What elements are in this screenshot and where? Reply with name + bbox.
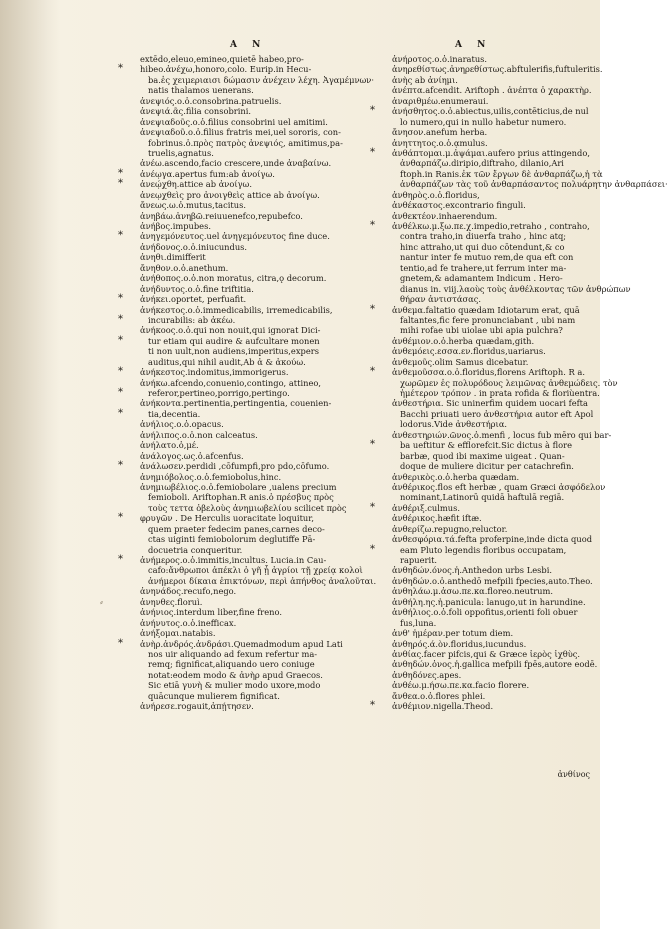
line-text: ἀνεῴχθη.attice ab ἀνοίγω. bbox=[140, 179, 252, 190]
line-text: ἀνηβάω.ἀνηβῶ.reiuuenefco,repubefco. bbox=[140, 210, 303, 221]
line-text: nos uir aliquando ad fexum refertur ma- bbox=[148, 648, 318, 659]
line-text: contra traho,in diuerfa traho , hinc atq; bbox=[400, 231, 567, 242]
dictionary-line bbox=[140, 325, 348, 335]
line-text: τοὺς τεττα ὀβελοὺς ἀνημιωβελίου scilicet πρὸς bbox=[148, 502, 347, 513]
dictionary-line bbox=[140, 106, 348, 116]
dictionary-line bbox=[392, 429, 612, 440]
dictionary-line bbox=[140, 628, 348, 638]
line-text: notat:eodem modo & ἀνὴρ apud Graecos. bbox=[148, 669, 323, 680]
dictionary-line bbox=[118, 63, 348, 75]
line-text: ἀνέῳγα.apertus fum:ab ἀνοίγω. bbox=[140, 168, 275, 179]
line-text: ἀνὴς ab ἀνίημι. bbox=[392, 74, 458, 85]
asterisk-mark: * bbox=[118, 334, 123, 346]
line-text: ἀνθηρός.ά.ὸν.floridus,iucundus. bbox=[392, 638, 527, 649]
dictionary-line bbox=[392, 691, 597, 701]
dictionary-line bbox=[140, 575, 377, 586]
dictionary-line bbox=[140, 430, 348, 440]
dictionary-line bbox=[392, 534, 597, 544]
line-text: ἀνήλιπος.ο.ὁ.non calceatus. bbox=[140, 429, 258, 440]
line-text: cafo:ἄνθρωποι ἀπέκλι ὁ γῆ ᾗ ἀγρίοι τῇ χρείᾳ κολοὶ bbox=[148, 565, 363, 576]
asterisk-mark: * bbox=[118, 512, 123, 524]
line-text: ἀνήκεστος.indomitus,immorigerus. bbox=[140, 367, 289, 378]
dictionary-line bbox=[140, 451, 348, 461]
line-text: ἄνησον.anefum herba. bbox=[392, 127, 488, 138]
dictionary-line bbox=[392, 680, 597, 690]
line-text: ἀνάλογος.ως.ὁ.afcenfus. bbox=[140, 450, 244, 461]
dictionary-line bbox=[140, 346, 348, 356]
line-text: ἀνηττητος.ο.ὁ.ᾳmulus. bbox=[392, 137, 488, 148]
dictionary-line bbox=[370, 303, 597, 315]
dictionary-line bbox=[392, 659, 597, 669]
dictionary-line bbox=[392, 127, 597, 137]
dictionary-line bbox=[140, 670, 348, 680]
dictionary-line bbox=[140, 398, 348, 408]
dictionary-line bbox=[140, 357, 348, 367]
dictionary-line bbox=[392, 211, 597, 221]
line-text: barbæ, quod ibi maxime uigeat . Quan- bbox=[400, 450, 565, 461]
line-text: Sic etiā γυνὴ & mulier modo uxore,modo bbox=[148, 680, 321, 691]
dictionary-line bbox=[118, 167, 348, 179]
line-text: ἀνημιόβολος.ο.ὁ.femiobolus,hinc. bbox=[140, 471, 282, 482]
line-text: ἀνθεμα.faltatio quædam Idiotarum erat, quā bbox=[392, 304, 580, 315]
asterisk-mark: * bbox=[118, 313, 123, 325]
dictionary-line bbox=[140, 138, 348, 148]
dictionary-line bbox=[118, 460, 348, 472]
line-text: ἀνήδυντος.ο.ὁ.fine triftitia. bbox=[140, 283, 254, 294]
line-text: ἡμέτερον τρόπον . in prata rofida & floriùentra. bbox=[400, 388, 600, 398]
line-text: mihi rofae ubi uiolae ubi apia pulchra? bbox=[400, 325, 563, 336]
line-text: ἀνήκοντα.pertinentia,pertingentia, couenien- bbox=[140, 398, 332, 409]
dictionary-line bbox=[140, 607, 348, 617]
line-text: ἀνήνιος.interdum liber,fine freno. bbox=[140, 607, 282, 618]
dictionary-line bbox=[140, 221, 348, 231]
dictionary-line bbox=[392, 54, 597, 64]
dictionary-line bbox=[392, 325, 597, 335]
dictionary-line bbox=[392, 168, 603, 179]
line-text: lo numero,qui in nullo habetur numero. bbox=[400, 116, 567, 127]
dictionary-line bbox=[392, 472, 597, 482]
dictionary-line bbox=[370, 700, 597, 712]
line-text: ἀνήρεσε.rogauit,ἀπῄτησεν. bbox=[140, 701, 254, 712]
dictionary-line bbox=[370, 105, 597, 117]
dictionary-line bbox=[392, 315, 597, 325]
line-text: ἀνθηδών.ὀνος.ἡ.gallica mefpili fpēs,autore eodē. bbox=[392, 659, 598, 670]
dictionary-line bbox=[140, 85, 348, 95]
line-text: ba ueftitur & efflorefcit.Sic dictus à flore bbox=[400, 440, 572, 451]
line-text: ἀνθεσφόρια.τά.fefta proferpine,inde dicta quod bbox=[392, 534, 593, 545]
line-text: ἀνήλατο.ὁ,μέ. bbox=[140, 440, 199, 451]
dictionary-line bbox=[392, 388, 600, 398]
line-text: ἀνήμερος.ο.ὁ.immitis,incultus. Lucia.in Cau- bbox=[140, 555, 327, 565]
dictionary-line bbox=[140, 680, 348, 690]
line-text: ἀνθερίζω.repugno,reluctor. bbox=[392, 523, 508, 534]
line-text: referor,pertineo,porrigo,pertingo. bbox=[148, 388, 290, 398]
dictionary-line bbox=[140, 565, 363, 576]
line-text: ἀνεψιά.ᾶς.filia consobrini. bbox=[140, 106, 252, 117]
dictionary-line bbox=[370, 220, 597, 231]
dictionary-line bbox=[392, 576, 597, 586]
dictionary-line bbox=[140, 472, 348, 482]
dictionary-line bbox=[140, 419, 348, 429]
line-text: auditus,qui nihil audit,Ab ἀ & ἀκούω. bbox=[148, 356, 306, 367]
line-text: tur etiam qui audire & aufcultare monen bbox=[148, 335, 320, 346]
line-text: ba.ἐς χειμεριαισι δώμασιν ἀνέχειν λέχη. Ἀγαμέμνων· bbox=[148, 74, 374, 85]
line-text: nominant,Latinorū quidā haftulā regiā. bbox=[400, 492, 565, 503]
line-text: ἀνήκω.afcendo,conuenio,contingo, attineo, bbox=[140, 377, 321, 388]
line-text: ἀνήροτος.ο.ὁ.inaratus. bbox=[392, 54, 488, 64]
dictionary-line bbox=[392, 231, 597, 241]
dictionary-line bbox=[392, 607, 597, 617]
dictionary-line bbox=[140, 503, 348, 513]
line-text: ἀνθέκαστος.excontrario finguli. bbox=[392, 200, 526, 211]
line-text: doque de muliere dicitur per catachrefin. bbox=[400, 461, 574, 472]
dictionary-line bbox=[392, 597, 597, 607]
line-text: ἀνθερικὸς.ο.ὁ.herba quædam. bbox=[392, 471, 520, 482]
line-text: truelis,agnatus. bbox=[148, 147, 214, 158]
line-text: ἀνήκεστος.ο.ὁ.immedicabilis, irremedicabilis, bbox=[140, 304, 333, 315]
dictionary-line bbox=[140, 691, 348, 701]
dictionary-line bbox=[392, 461, 597, 471]
dictionary-line bbox=[140, 597, 348, 607]
line-text: ἀνθεμοῦσσα.ο.ὁ.floridus,florens Ariftoph. R a. bbox=[392, 367, 585, 378]
asterisk-mark: * bbox=[370, 543, 375, 555]
line-text: ἀνήβος.impubes. bbox=[140, 221, 211, 231]
line-text: quācunque mulierem fignificat. bbox=[148, 690, 280, 701]
line-text: ἀνήδονος.ο.ὁ.iniucundus. bbox=[140, 241, 248, 252]
line-text: ctas uiginti femiobolorum deglutiffe Pā- bbox=[148, 534, 316, 545]
dictionary-line bbox=[392, 618, 597, 628]
catchword: ἀνθίνος bbox=[557, 770, 590, 779]
line-text: ἀνηθι.dimifferit bbox=[140, 252, 206, 263]
line-text: ἀνεψιός.ο.ὁ.consobrina.patruelis. bbox=[140, 95, 282, 106]
line-text: fus,luna. bbox=[400, 617, 437, 628]
line-text: ἀνθήλη.ης.ἡ.panicula: lanugo,ut in harundine. bbox=[392, 596, 586, 607]
dictionary-line bbox=[392, 179, 668, 190]
line-text: ἀνθέριξ.culmus. bbox=[392, 502, 461, 513]
line-text: ἀνηρεθίστως.ἀνηρεθίστως.abftulerifis,fuftuleritis. bbox=[392, 64, 603, 75]
dictionary-line bbox=[140, 305, 348, 315]
line-text: rapuerit. bbox=[400, 555, 438, 565]
line-text: hinc attraho,ut qui duo cōtendunt,& co bbox=[400, 241, 565, 252]
line-text: ἀνήμεροι δίκαια ἐπικτόνων, περὶ ἀπήνθος ἀναλοῦται. bbox=[148, 575, 377, 586]
line-text: ἀναριθμέω.enumeraui. bbox=[392, 95, 489, 106]
dictionary-line bbox=[392, 346, 597, 356]
dictionary-line bbox=[140, 148, 348, 158]
dictionary-line bbox=[118, 293, 348, 305]
dictionary-line bbox=[392, 294, 597, 304]
left-column bbox=[118, 54, 377, 712]
asterisk-mark: * bbox=[118, 63, 123, 75]
line-text: hibeo.ἀνέχω,honoro,colo. Eurip.in Hecu- bbox=[140, 64, 312, 75]
dictionary-line bbox=[392, 628, 597, 638]
line-text: Bacchi priuati uero ἀνθεστήρια autor eft Apol bbox=[400, 408, 594, 419]
gutter-shadow bbox=[0, 0, 60, 929]
dictionary-line bbox=[392, 565, 597, 575]
dictionary-line bbox=[140, 618, 348, 628]
dictionary-line bbox=[140, 659, 348, 669]
line-text: ἀνθεμόεις.εσσα.εν.floridus,uariarus. bbox=[392, 346, 546, 357]
dictionary-line bbox=[140, 701, 348, 711]
asterisk-mark: * bbox=[118, 366, 123, 378]
line-text: fobrinus.ὁ.πρὸς πατρὸς ἀνεψιός, amitimus,pa- bbox=[148, 137, 343, 148]
dictionary-line bbox=[370, 543, 597, 555]
dictionary-line bbox=[392, 639, 597, 649]
line-text: ἀνθεστηριών.ῶνος.ὁ.menfi , locus fub mēro qui bar- bbox=[392, 429, 612, 440]
dictionary-line bbox=[392, 670, 597, 680]
line-text: ἀνηγεμόνευτος.uel ἀνηγεμόνευτος fine duce. bbox=[140, 231, 330, 242]
dictionary-line bbox=[118, 334, 348, 346]
dictionary-line bbox=[370, 146, 597, 158]
dictionary-line bbox=[370, 501, 597, 513]
line-text: θήραν ἀντιστάσας. bbox=[400, 294, 482, 305]
asterisk-mark: * bbox=[370, 501, 375, 513]
dictionary-line bbox=[392, 85, 597, 95]
line-text: extēdo,eleuo,emineo,quietē habeo,pro- bbox=[140, 54, 304, 64]
dictionary-line bbox=[392, 649, 597, 659]
dictionary-line bbox=[140, 190, 348, 200]
dictionary-line bbox=[140, 127, 348, 137]
line-text: lodorus.Vide ἀνθεστήρια. bbox=[400, 419, 508, 430]
line-text: ἀνθηρὸς.ο.ὁ.floridus, bbox=[392, 189, 480, 200]
dictionary-line bbox=[140, 252, 348, 262]
line-text: ἀνθηδών.όνος.ἡ.Anthedon urbs Lesbi. bbox=[392, 565, 552, 576]
dictionary-line bbox=[118, 512, 348, 524]
dictionary-line bbox=[118, 387, 348, 398]
line-text: ἀνθέρικος.hæfit iftæ. bbox=[392, 513, 482, 524]
dictionary-line bbox=[140, 492, 348, 502]
dictionary-line bbox=[392, 377, 618, 388]
dictionary-line bbox=[392, 409, 597, 419]
dictionary-line bbox=[140, 586, 348, 596]
dictionary-line bbox=[140, 242, 348, 252]
asterisk-mark: * bbox=[118, 554, 123, 565]
line-text: nantur inter fe mutuo rem,de qua eft con bbox=[400, 252, 574, 263]
line-text: ἀνήκει.oportet, perfuafit. bbox=[140, 294, 247, 305]
dictionary-line bbox=[392, 524, 597, 534]
line-text: incurabilis: ab ἀκέω. bbox=[148, 314, 236, 325]
line-text: ἀνηνθες.floruì. bbox=[140, 596, 203, 607]
dictionary-line bbox=[140, 524, 348, 534]
dictionary-line bbox=[392, 283, 631, 294]
dictionary-line bbox=[370, 366, 597, 378]
line-text: dianus in. viij.λαοὺς τοὺς ἀνθέλκοντας τῶν ἀνθρώπων bbox=[400, 283, 631, 294]
dictionary-line bbox=[140, 482, 348, 492]
dictionary-line bbox=[392, 190, 597, 200]
dictionary-line bbox=[370, 439, 597, 451]
line-text: ἀνθηλάω.μ.ἀσω.πε.κα.floreo.neutrum. bbox=[392, 586, 554, 597]
dictionary-line bbox=[140, 378, 348, 388]
asterisk-mark: * bbox=[118, 460, 123, 472]
dictionary-line bbox=[140, 284, 348, 294]
line-text: ἀνθίας.facer pifcis,qui & Græce ἱερὸς ἰχθὺς. bbox=[392, 648, 581, 659]
dictionary-line bbox=[140, 649, 348, 659]
line-text: ἀνηνάδος.recufo,nego. bbox=[140, 586, 237, 597]
line-text: ἀνθεστήρια. Sic uninerfim quidem uocari fefta bbox=[392, 398, 588, 409]
line-text: ἀνήθοπος.ο.ὁ.non moratus, citra,ǫ decorum. bbox=[140, 273, 327, 284]
dictionary-line bbox=[140, 117, 348, 127]
dictionary-line bbox=[118, 554, 348, 565]
line-text: ti non uult,non audiens,imperitus,expers bbox=[148, 346, 319, 357]
line-text: ἀνθάπτομαι.μ.ἀψάμαι.aufero prius attingendo, bbox=[392, 147, 590, 158]
dictionary-line bbox=[118, 637, 348, 649]
line-text: ἄνθεα.ο.ὁ.flores phlei. bbox=[392, 690, 486, 701]
line-text: ἀνήσθητος.ο.ὁ.abiectus,uilis,contēticius,de nul bbox=[392, 106, 589, 117]
line-text: ἀνθεκτέον.inhaerendum. bbox=[392, 210, 498, 221]
dictionary-line bbox=[392, 398, 597, 408]
line-text: ἀνεψιαδοῦς.ο.ὁ.filius consobrini uel amitimi. bbox=[140, 116, 328, 127]
asterisk-mark: * bbox=[118, 407, 123, 419]
asterisk-mark: * bbox=[370, 303, 375, 315]
dictionary-line bbox=[140, 273, 348, 283]
dictionary-line bbox=[392, 586, 597, 596]
asterisk-mark: * bbox=[118, 293, 123, 305]
dictionary-line bbox=[140, 545, 348, 555]
asterisk-mark: * bbox=[118, 637, 123, 649]
dictionary-line bbox=[392, 336, 597, 346]
asterisk-mark: * bbox=[118, 178, 123, 190]
dictionary-line bbox=[392, 200, 597, 210]
dictionary-line bbox=[392, 555, 597, 565]
dictionary-line bbox=[140, 54, 348, 64]
dictionary-line bbox=[392, 481, 606, 492]
margin-mark: ⸗ bbox=[100, 598, 103, 608]
asterisk-mark: * bbox=[118, 167, 123, 179]
line-text: ἀνήξομαι.natabis. bbox=[140, 628, 216, 639]
dictionary-line bbox=[392, 273, 597, 283]
dictionary-line bbox=[118, 407, 348, 419]
dictionary-line bbox=[118, 313, 348, 325]
line-text: faltantes,fic fere pronunciabant , ubi nam bbox=[400, 314, 576, 325]
line-text: ἀνάλωσεν.perdidi ,cōfumpfi,pro pdo,cōfumo. bbox=[140, 461, 330, 472]
dictionary-line bbox=[140, 158, 348, 168]
asterisk-mark: * bbox=[118, 230, 123, 242]
dictionary-line bbox=[118, 230, 348, 242]
line-text: ἀνημιωβέλιος.ο.ὁ.femiobolare ,ualens precium bbox=[140, 481, 337, 492]
dictionary-line bbox=[392, 492, 597, 502]
dictionary-line bbox=[392, 138, 597, 148]
line-text: ἀνθέρικος.flos eft herbæ , quam Græci ἀσφόδελον bbox=[392, 481, 606, 492]
dictionary-line bbox=[140, 440, 348, 450]
dictionary-line bbox=[118, 178, 348, 190]
line-text: remq; fignificat,aliquando uero coniuge bbox=[148, 659, 315, 670]
line-text: ἀνθέλκω.μ.ξω.πε.χ.impedio,retraho , contraho, bbox=[392, 221, 590, 231]
line-text: ἀνήνυτος.ο.ὁ.inefficax. bbox=[140, 617, 237, 628]
line-text: ἀνθήλιος.ο.ὁ.foli oppofitus,orienti foli obuer bbox=[392, 607, 578, 618]
dictionary-line bbox=[140, 96, 348, 106]
dictionary-line bbox=[392, 158, 597, 168]
dictionary-line bbox=[140, 263, 348, 273]
dictionary-line bbox=[392, 75, 597, 85]
dictionary-line bbox=[140, 534, 348, 544]
line-text: ἀνθεμοῦς.olim Samus dicebatur. bbox=[392, 356, 529, 367]
line-text: ἀνθέμιον.ο.ὁ.herba quædam,gith. bbox=[392, 335, 535, 346]
dictionary-line bbox=[392, 419, 597, 429]
line-text: quem praeter fedecim panes,carnes deco- bbox=[148, 523, 325, 534]
dictionary-line bbox=[392, 451, 597, 461]
line-text: ἀνὴρ.ἀνδρός.ἀνδράσι.Quemadmodum apud Lati bbox=[140, 638, 343, 649]
line-text: ἀνθέω.μ.ήσω.πε.κα.facio florere. bbox=[392, 680, 530, 691]
dictionary-line bbox=[392, 252, 597, 262]
running-head-left: A N bbox=[230, 40, 267, 50]
asterisk-mark: * bbox=[370, 366, 375, 378]
line-text: gnetem,& adamantem Indicum . Hero- bbox=[400, 273, 563, 284]
line-text: ftoph.in Ranis.ἐκ τῶν ἔργων δὲ ἀνθαρπάζω,ἡ τὰ bbox=[400, 168, 603, 179]
right-column bbox=[370, 54, 668, 712]
dictionary-line bbox=[392, 242, 597, 252]
dictionary-line bbox=[392, 513, 597, 523]
dictionary-line bbox=[392, 263, 597, 273]
asterisk-mark: * bbox=[370, 146, 375, 158]
line-text: tia,decentia. bbox=[148, 408, 201, 419]
dictionary-line bbox=[392, 64, 603, 75]
line-text: ἀνήλιος.ο.ὁ.opacus. bbox=[140, 419, 224, 430]
line-text: ἄνηθον.ο.ὁ.anethum. bbox=[140, 262, 229, 273]
line-text: ἀνθαρπάζω.diripio,diftraho, dilanio,Ari bbox=[400, 158, 564, 169]
dictionary-line bbox=[392, 117, 597, 127]
line-text: ἀνθέμιον.nigella.Theod. bbox=[392, 701, 494, 712]
dictionary-line bbox=[118, 366, 348, 378]
line-text: ἀνήκοος.ο.ὁ.qui non nouit,qui ignorat Dici- bbox=[140, 325, 321, 336]
dictionary-line bbox=[140, 74, 374, 85]
asterisk-mark: * bbox=[370, 220, 375, 231]
dictionary-line bbox=[140, 200, 348, 210]
line-text: ἀνεψιαδοῦ.ο.ὁ.filius fratris mei,uel sororis, con- bbox=[140, 127, 341, 138]
line-text: ἄνεως.ω.ὁ.mutus,tacitus. bbox=[140, 200, 246, 211]
line-text: ἀνέπτα.afcendit. Ariftoph . ἀνέπτα ὁ χαρακτὴρ. bbox=[392, 85, 592, 96]
line-text: ἀνεῳχθεὶς pro ἀνοιγθεὶς attice ab ἀνοίγω. bbox=[140, 189, 320, 200]
running-head-right: A N bbox=[455, 40, 492, 50]
line-text: ἀνθηδόνες.apes. bbox=[392, 669, 462, 680]
line-text: ἀνθ' ἡμέραν.per totum diem. bbox=[392, 628, 514, 639]
line-text: eam Pluto legendis floribus occupatam, bbox=[400, 544, 567, 555]
asterisk-mark: * bbox=[370, 700, 375, 712]
asterisk-mark: * bbox=[370, 105, 375, 117]
line-text: natis thalamos uenerans. bbox=[148, 85, 254, 96]
line-text: ἀνέω.ascendo,facio crescere,unde ἀναβαίνω. bbox=[140, 158, 332, 169]
line-text: ἀνθηδών.ο.ὁ.anthedō mefpili fpecies,auto.Theo. bbox=[392, 575, 593, 586]
line-text: φρυγῶν . De Herculis uoracitate loquitur, bbox=[140, 513, 314, 524]
asterisk-mark: * bbox=[370, 439, 375, 451]
dictionary-line bbox=[392, 96, 597, 106]
line-text: femioboli. Ariftophan.R anis.ὁ πρέσβυς πρὸς bbox=[148, 492, 334, 503]
line-text: χωρῶμεν ἐς πολυρόδους λειμῶνας ἀνθεμώδεις. τὸν bbox=[400, 377, 618, 388]
line-text: tentio,ad fe trahere,ut ferrum inter ma- bbox=[400, 262, 567, 273]
line-text: docuetria conqueritur. bbox=[148, 544, 243, 555]
line-text: ἀνθαρπάζων τὰς τοῦ ἀνθαρπάσαντος πολυάρητην ἀνθαρπάσει· bbox=[400, 179, 668, 190]
asterisk-mark: * bbox=[118, 387, 123, 398]
dictionary-line bbox=[392, 357, 597, 367]
dictionary-line bbox=[140, 211, 348, 221]
